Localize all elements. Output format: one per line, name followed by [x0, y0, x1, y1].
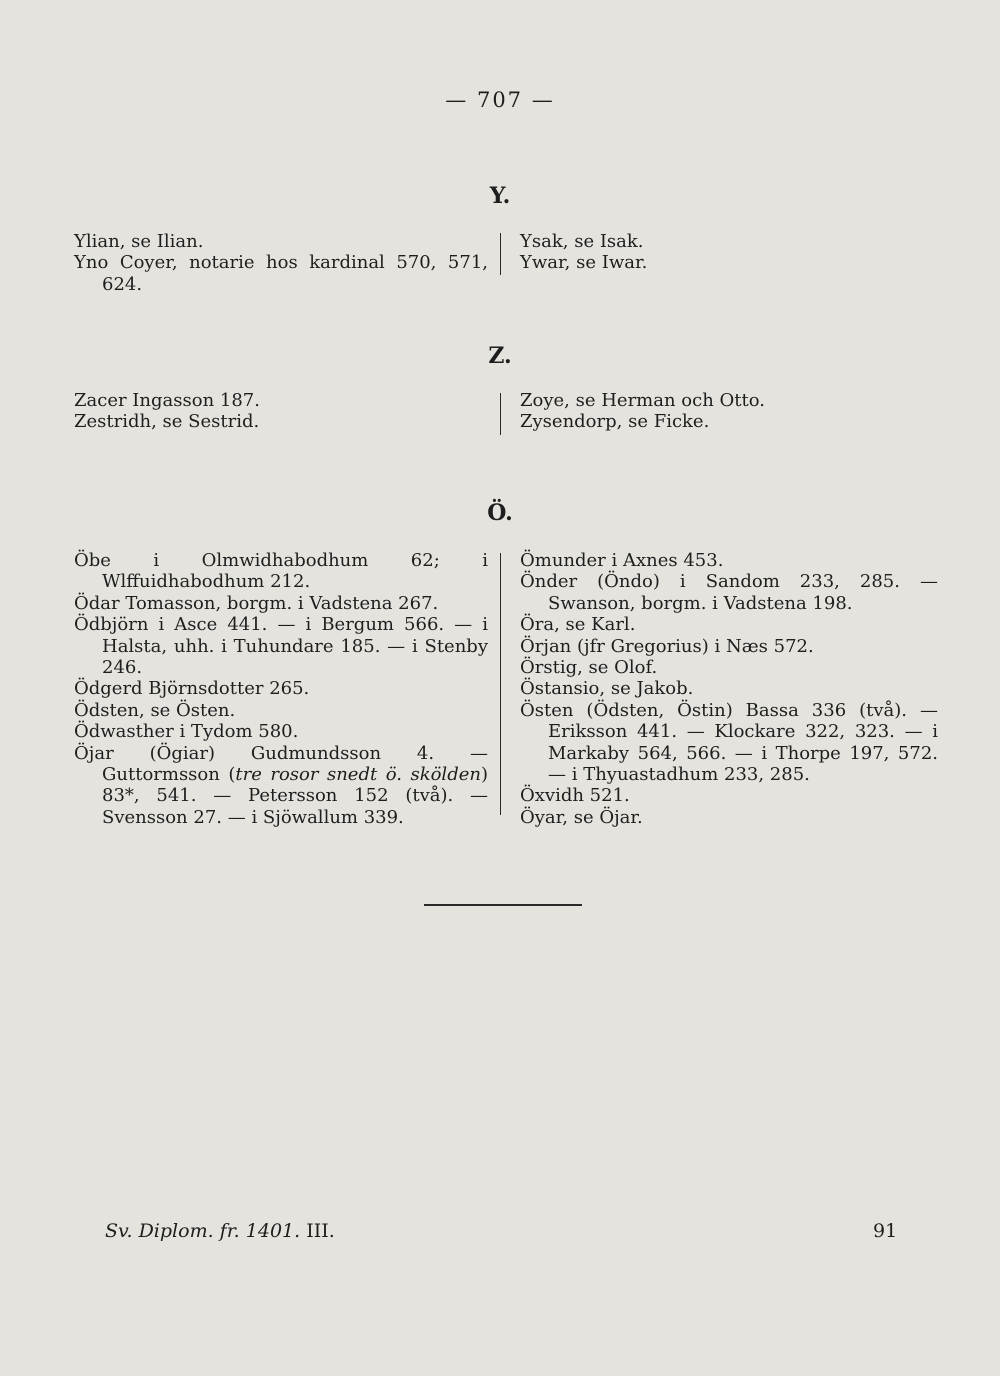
section-y-right-column [520, 231, 938, 274]
entry-text: Öjar (Ögiar) Gudmundsson 4. — Guttormsson ( [74, 742, 488, 786]
index-entry: Zestridh, se Sestrid. [74, 411, 260, 433]
column-divider [500, 233, 501, 275]
index-entry: Örjan (jfr Gregorius) i Næs 572. [520, 635, 814, 657]
index-entry: Öxvidh 521. [520, 785, 630, 807]
section-letter-o-umlaut: Ö. [487, 500, 513, 526]
index-entry: Zysendorp, se Ficke. [520, 411, 710, 433]
end-ornament-rule [424, 904, 582, 906]
index-entry: Ödsten, se Östen. [74, 699, 236, 721]
footer-source [105, 1220, 335, 1242]
section-o-left-column [74, 550, 488, 828]
index-entry: Ylian, se Ilian. [74, 231, 204, 252]
footer-signature: 91 [873, 1220, 898, 1242]
page-number: — 707 — [445, 88, 555, 112]
entry-text: ) 83*, 541. — Petersson 152 (två). — Svensson 27. — i Sjöwallum 339. [102, 764, 488, 828]
index-entry: Zacer Ingasson 187. [74, 390, 260, 411]
index-entry: Ödgerd Björnsdotter 265. [74, 678, 310, 700]
column-divider [500, 393, 501, 435]
index-entry: Öra, se Karl. [520, 614, 636, 636]
index-entry: Öbe i Olmwidhabodhum 62; i Wlffuidhabodhum 212. [74, 550, 488, 593]
footer-volume: III. [306, 1220, 335, 1242]
section-y-left-column [74, 231, 488, 295]
section-o-right-column [520, 550, 938, 828]
entry-italic-text: tre rosor snedt ö. skölden [235, 764, 481, 786]
footer-source-title: Sv. Diplom. fr. 1401. [105, 1220, 301, 1242]
index-entry: Ysak, se Isak. [520, 231, 644, 252]
section-z-right-column [520, 390, 938, 433]
index-entry: Zoye, se Herman och Otto. [520, 390, 765, 411]
section-letter-y: Y. [489, 183, 511, 209]
index-entry: Ödwasther i Tydom 580. [74, 721, 299, 743]
index-entry: Ödar Tomasson, borgm. i Vadstena 267. [74, 592, 439, 614]
index-entry: Ywar, se Iwar. [520, 252, 648, 274]
section-z-left-column [74, 390, 488, 433]
index-entry: Önder (Öndo) i Sandom 233, 285. — Swanson, borgm. i Vadstena 198. [520, 571, 938, 614]
section-letter-z: Z. [488, 343, 512, 369]
index-entry: Ömunder i Axnes 453. [520, 550, 724, 571]
index-entry: Östansio, se Jakob. [520, 678, 694, 700]
index-entry: Örstig, se Olof. [520, 657, 658, 679]
index-entry: Ödbjörn i Asce 441. — i Bergum 566. — i Halsta, uhh. i Tuhundare 185. — i Stenby 246. [74, 614, 488, 679]
index-entry: Östen (Ödsten, Östin) Bassa 336 (två). — Eriksson 441. — Klockare 322, 323. — i Markaby 564, 566. — i Thorpe 197, 572. — i Thyuastadhum 233, 285. [520, 699, 938, 786]
column-divider [500, 553, 501, 815]
index-entry: Öyar, se Öjar. [520, 806, 643, 828]
index-entry: Yno Coyer, notarie hos kardinal 570, 571, 624. [74, 252, 488, 295]
index-entry-ojar [74, 743, 488, 829]
